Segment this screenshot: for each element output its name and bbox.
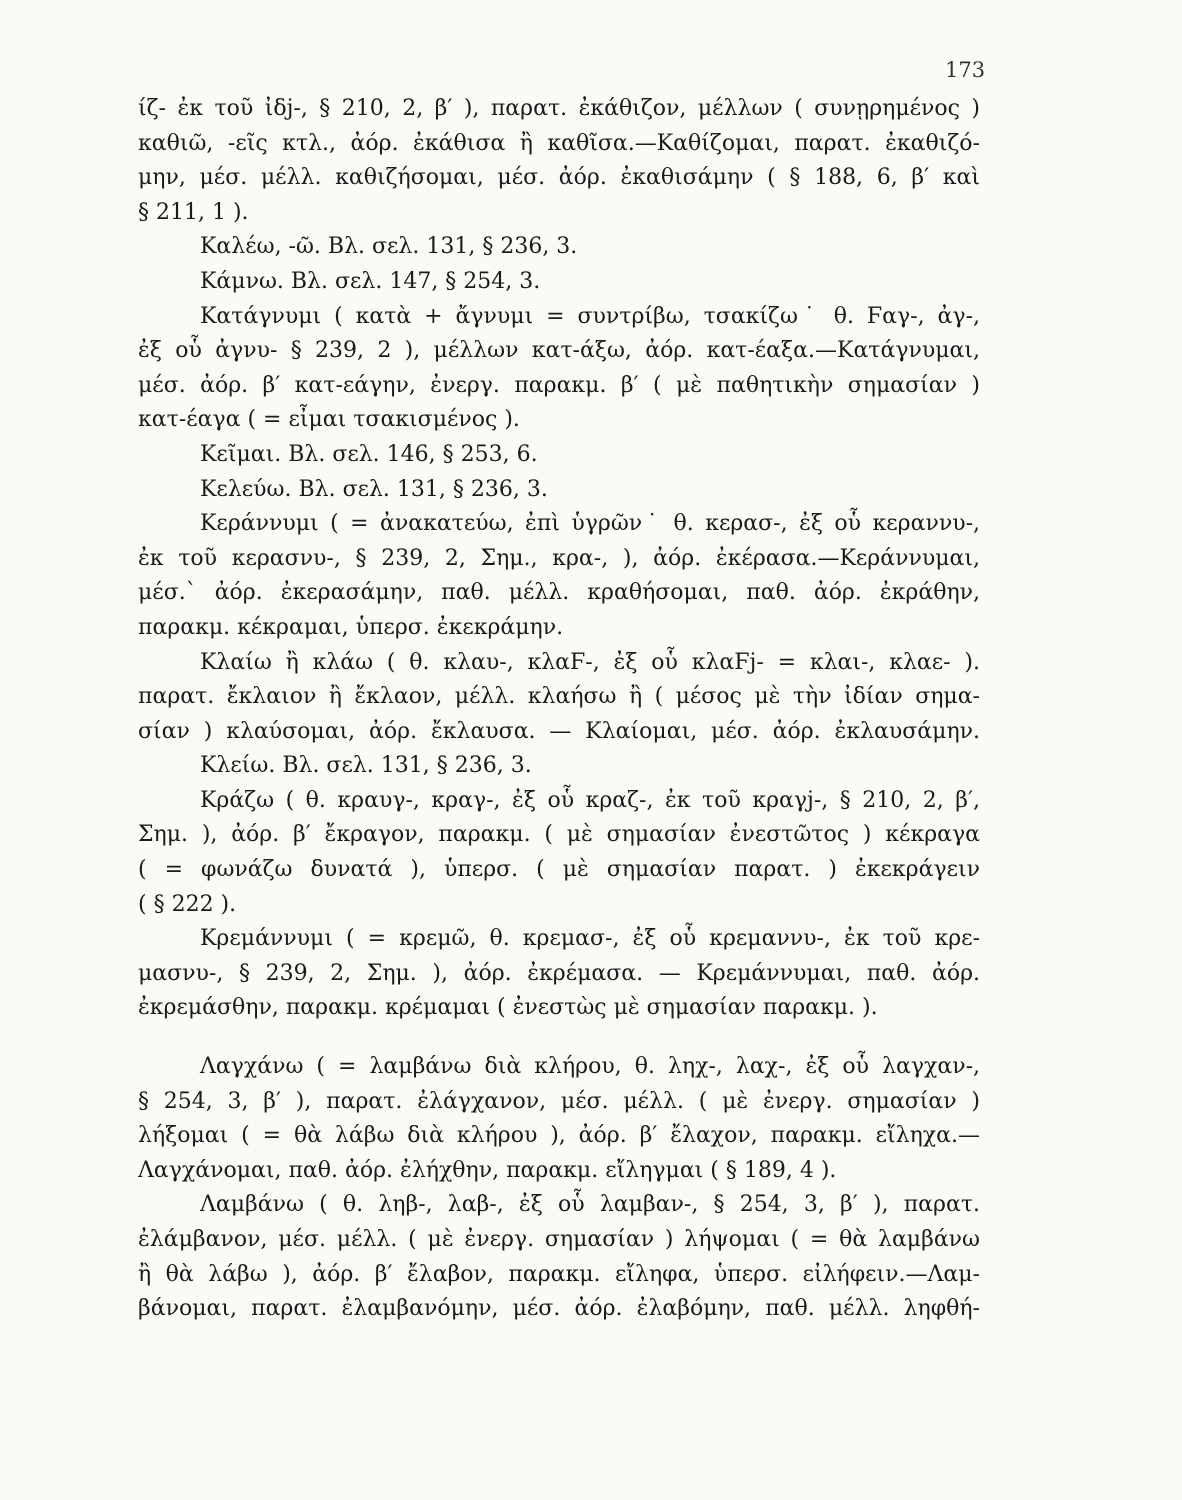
entry-kremannymi: Κρεμάννυμι ( = κρεμῶ, θ. κρεμασ-, ἐξ οὗ κρεμαννυ-, ἐκ τοῦ κρε- xyxy=(200,926,980,952)
text-line: μέσ.` ἀόρ. ἐκερασάμην, παθ. μέλλ. κραθήσομαι, παθ. ἀόρ. ἐκράθην, xyxy=(138,580,980,606)
text-line: ίζ- ἐκ τοῦ ἰδj-, § 210, 2, β′ ), παρατ. ἐκάθιζον, μέλλων ( συνῃρημένος ) xyxy=(138,96,980,121)
text-line: παρακμ. κέκραμαι, ὑπερσ. ἐκεκράμην. xyxy=(138,614,564,640)
text-line: ἢ θὰ λάβω ), ἀόρ. β′ ἔλαβον, παρακμ. εἴληφα, ὑπερσ. εἰλήφειν.—Λαμ- xyxy=(138,1261,980,1287)
entry-kerannymi: Κεράννυμι ( = ἀνακατεύω, ἐπὶ ὑγρῶν˙ θ. κερασ-, ἐξ οὗ κεραννυ-, xyxy=(200,511,980,537)
entry-kamno: Κάμνω. Βλ. σελ. 147, § 254, 3. xyxy=(200,268,541,294)
entry-kleio: Κλείω. Βλ. σελ. 131, § 236, 3. xyxy=(200,753,532,779)
entry-lagchano: Λαγχάνω ( = λαμβάνω διὰ κλήρου, θ. ληχ-, λαχ-, ἐξ οὗ λαγχαν-, xyxy=(200,1054,980,1080)
entry-keimai: Κεῖμαι. Βλ. σελ. 146, § 253, 6. xyxy=(200,441,538,467)
text-line: μέσ. ἀόρ. β′ κατ-εάγην, ἐνεργ. παρακμ. β′ ( μὲ παθητικὴν σημασίαν ) xyxy=(138,372,980,398)
page-number: 173 xyxy=(945,58,986,82)
text-line: § 254, 3, β′ ), παρατ. ἐλάγχανον, μέσ. μέλλ. ( μὲ ἐνεργ. σημασίαν ) xyxy=(138,1088,980,1114)
text-line: σίαν ) κλαύσομαι, ἀόρ. ἔκλαυσα. — Κλαίομαι, μέσ. ἀόρ. ἐκλαυσάμην. xyxy=(138,718,980,744)
text-line: Λαγχάνομαι, παθ. ἀόρ. ἐλήχθην, παρακμ. εἴληγμαι ( § 189, 4 ). xyxy=(138,1157,837,1183)
text-line: ἐλάμβανον, μέσ. μέλλ. ( μὲ ἐνεργ. σημασίαν ) λήψομαι ( = θὰ λαμβάνω xyxy=(138,1227,980,1252)
dictionary-text-block xyxy=(138,92,980,1327)
entry-krazo: Κράζω ( θ. κραυγ-, κραγ-, ἐξ οὗ κραζ-, ἐκ τοῦ κραγj-, § 210, 2, β′, xyxy=(200,787,980,813)
text-line: βάνομαι, παρατ. ἐλαμβανόμην, μέσ. ἀόρ. ἐλαβόμην, παθ. μέλλ. ληφθή- xyxy=(138,1296,980,1322)
text-line: μην, μέσ. μέλλ. καθιζήσομαι, μέσ. ἀόρ. ἐκαθισάμην ( § 188, 6, β′ καὶ xyxy=(138,165,980,191)
text-line: ἐξ οὗ ἀγνυ- § 239, 2 ), μέλλων κατ-άξω, ἀόρ. κατ-έαξα.—Κατάγνυμαι, xyxy=(138,338,980,364)
text-line: παρατ. ἔκλαιον ἢ ἔκλαον, μέλλ. κλαήσω ἢ ( μέσος μὲ τὴν ἰδίαν σημα- xyxy=(138,684,980,710)
text-line: μασνυ-, § 239, 2, Σημ. ), ἀόρ. ἐκρέμασα. — Κρεμάννυμαι, παθ. ἀόρ. xyxy=(138,960,980,986)
entry-lambano: Λαμβάνω ( θ. ληβ-, λαβ-, ἐξ οὗ λαμβαν-, § 254, 3, β′ ), παρατ. xyxy=(200,1192,980,1218)
text-line: ἐκ τοῦ κερασνυ-, § 239, 2, Σημ., κρα-, ), ἀόρ. ἐκέρασα.—Κεράννυμαι, xyxy=(138,545,980,571)
text-line: Σημ. ), ἀόρ. β′ ἔκραγον, παρακμ. ( μὲ σημασίαν ἐνεστῶτος ) κέκραγα xyxy=(138,822,980,848)
text-line: ( = φωνάζω δυνατά ), ὑπερσ. ( μὲ σημασίαν παρατ. ) ἐκεκράγειν xyxy=(138,857,980,883)
text-line: ἐκρεμάσθην, παρακμ. κρέμαμαι ( ἐνεστὼς μὲ σημασίαν παρακμ. ). xyxy=(138,995,878,1021)
text-line: καθιῶ, -εῖς κτλ., ἀόρ. ἐκάθισα ἢ καθῖσα.—Καθίζομαι, παρατ. ἐκαθιζό- xyxy=(138,130,980,156)
entry-klaio: Κλαίω ἢ κλάω ( θ. κλαυ-, κλαϜ-, ἐξ οὗ κλαϜj- = κλαι-, κλαε- ). xyxy=(200,649,980,675)
entry-keleuo: Κελεύω. Βλ. σελ. 131, § 236, 3. xyxy=(200,476,548,502)
section-gap xyxy=(138,1026,980,1050)
text-line: § 211, 1 ). xyxy=(138,199,249,225)
text-line: λήξομαι ( = θὰ λάβω διὰ κλήρου ), ἀόρ. β′ ἔλαχον, παρακμ. εἴληχα.— xyxy=(138,1123,980,1149)
entry-katagnymi: Κατάγνυμι ( κατὰ + ἄγνυμι = συντρίβω, τσακίζω˙ θ. Ϝαγ-, ἀγ-, xyxy=(200,303,980,329)
text-line: κατ-έαγα ( = εἶμαι τσακισμένος ). xyxy=(138,407,520,433)
entry-kaleo: Καλέω, -ῶ. Βλ. σελ. 131, § 236, 3. xyxy=(200,234,578,260)
text-line: ( § 222 ). xyxy=(138,891,237,917)
